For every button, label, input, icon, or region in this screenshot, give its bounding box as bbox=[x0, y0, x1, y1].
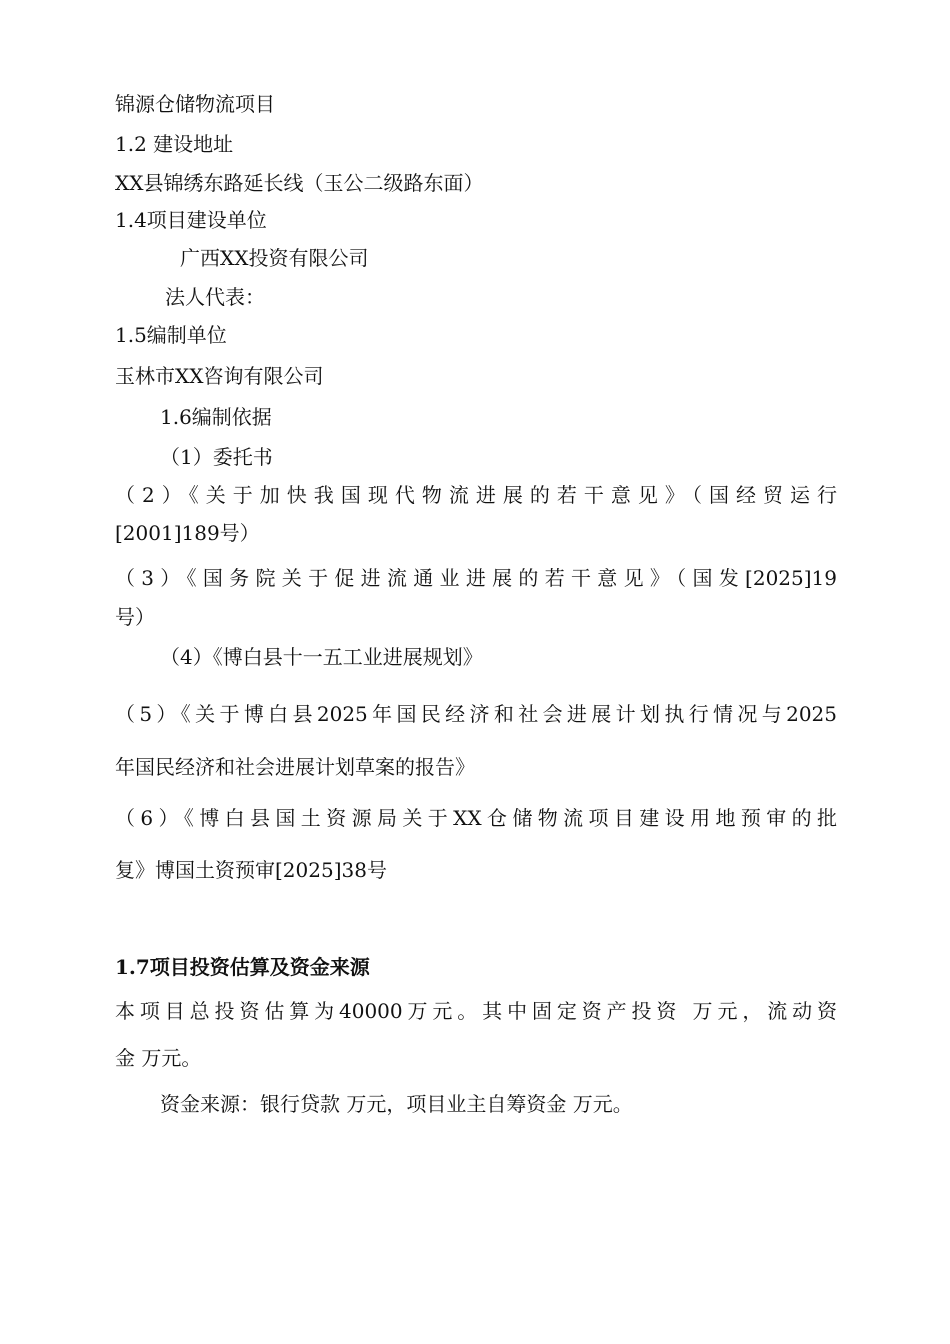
basis-item-3-line-2: 号） bbox=[115, 605, 155, 629]
address-line: XX县锦绣东路延长线（玉公二级路东面） bbox=[115, 171, 484, 195]
basis-item-2-line-2: [2001]189号） bbox=[115, 521, 260, 545]
section-1-2-heading: 1.2 建设地址 bbox=[115, 132, 234, 156]
basis-item-5-line-2: 年国民经济和社会进展计划草案的报告》 bbox=[115, 755, 475, 779]
builder-company-line: 广西XX投资有限公司 bbox=[180, 246, 369, 270]
project-name-line: 锦源仓储物流项目 bbox=[115, 92, 275, 116]
basis-item-6-line-2: 复》博国土资预审[2025]38号 bbox=[115, 858, 387, 882]
section-1-6-heading: 1.6编制依据 bbox=[160, 405, 272, 429]
investment-paragraph-line-2: 金 万元。 bbox=[115, 1046, 202, 1070]
legal-representative-line: 法人代表： bbox=[165, 285, 265, 309]
basis-item-4: （4）《博白县十一五工业进展规划》 bbox=[160, 645, 483, 669]
section-1-5-heading: 1.5编制单位 bbox=[115, 323, 227, 347]
funding-source-line: 资金来源：银行贷款 万元，项目业主自筹资金 万元。 bbox=[160, 1092, 633, 1116]
compiler-company-line: 玉林市XX咨询有限公司 bbox=[115, 364, 324, 388]
section-1-4-heading: 1.4项目建设单位 bbox=[115, 208, 267, 232]
basis-item-2-line-1: （2）《关于加快我国现代物流进展的若干意见》（国经贸运行 bbox=[115, 483, 837, 507]
section-1-7-heading: 1.7项目投资估算及资金来源 bbox=[115, 955, 370, 979]
basis-item-3-line-1: （3）《国务院关于促进流通业进展的若干意见》（国发[2025]19 bbox=[115, 566, 837, 590]
basis-item-5-line-1: （5）《关于博白县2025年国民经济和社会进展计划执行情况与2025 bbox=[115, 702, 837, 726]
basis-item-6-line-1: （6）《博白县国土资源局关于XX仓储物流项目建设用地预审的批 bbox=[115, 806, 837, 830]
basis-item-1: （1）委托书 bbox=[160, 445, 273, 469]
investment-paragraph-line-1: 本项目总投资估算为40000万元。其中固定资产投资 万元，流动资 bbox=[115, 999, 837, 1023]
